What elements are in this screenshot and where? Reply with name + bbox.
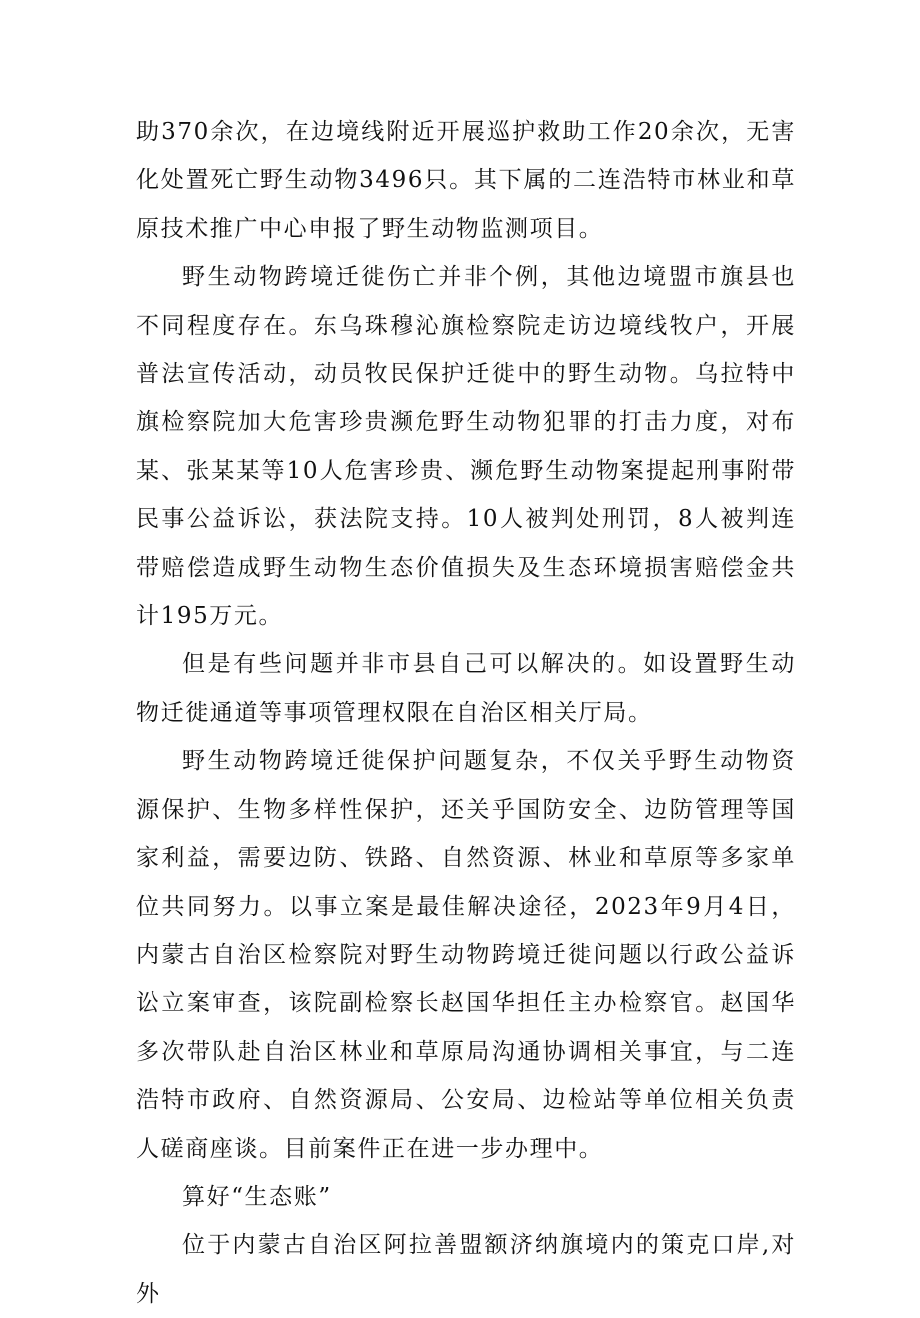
paragraph-2: 野生动物跨境迁徙伤亡并非个例，其他边境盟市旗县也不同程度存在。东乌珠穆沁旗检察院走访边境线牧户，开展普法宣传活动，动员牧民保护迁徙中的野生动物。乌拉特中旗检察院加大危害珍贵濒危野生动物犯罪的打击力度，对布某、张某某等10人危害珍贵、濒危野生动物案提起刑事附带民事公益诉讼，获法院支持。10人被判处刑罚，8人被判连带赔偿造成野生动物生态价值损失及生态环境损害赔偿金共计195万元。: [136, 264, 796, 630]
paragraph-3: 但是有些问题并非市县自己可以解决的。如设置野生动物迁徙通道等事项管理权限在自治区相关厅局。: [136, 651, 796, 726]
paragraph-5: 位于内蒙古自治区阿拉善盟额济纳旗境内的策克口岸,对外: [136, 1232, 796, 1307]
document-body: [136, 108, 796, 1318]
paragraph-1: 助370余次，在边境线附近开展巡护救助工作20余次，无害化处置死亡野生动物3496只。其下属的二连浩特市林业和草原技术推广中心申报了野生动物监测项目。: [136, 119, 796, 242]
paragraph-4: 野生动物跨境迁徙保护问题复杂，不仅关乎野生动物资源保护、生物多样性保护，还关乎国防安全、边防管理等国家利益，需要边防、铁路、自然资源、林业和草原等多家单位共同努力。以事立案是最佳解决途径，2023年9月4日，内蒙古自治区检察院对野生动物跨境迁徙问题以行政公益诉讼立案审查，该院副检察长赵国华担任主办检察官。赵国华多次带队赴自治区林业和草原局沟通协调相关事宜，与二连浩特市政府、自然资源局、公安局、边检站等单位相关负责人磋商座谈。目前案件正在进一步办理中。: [136, 748, 796, 1162]
section-heading: 算好“生态账”: [182, 1183, 332, 1210]
